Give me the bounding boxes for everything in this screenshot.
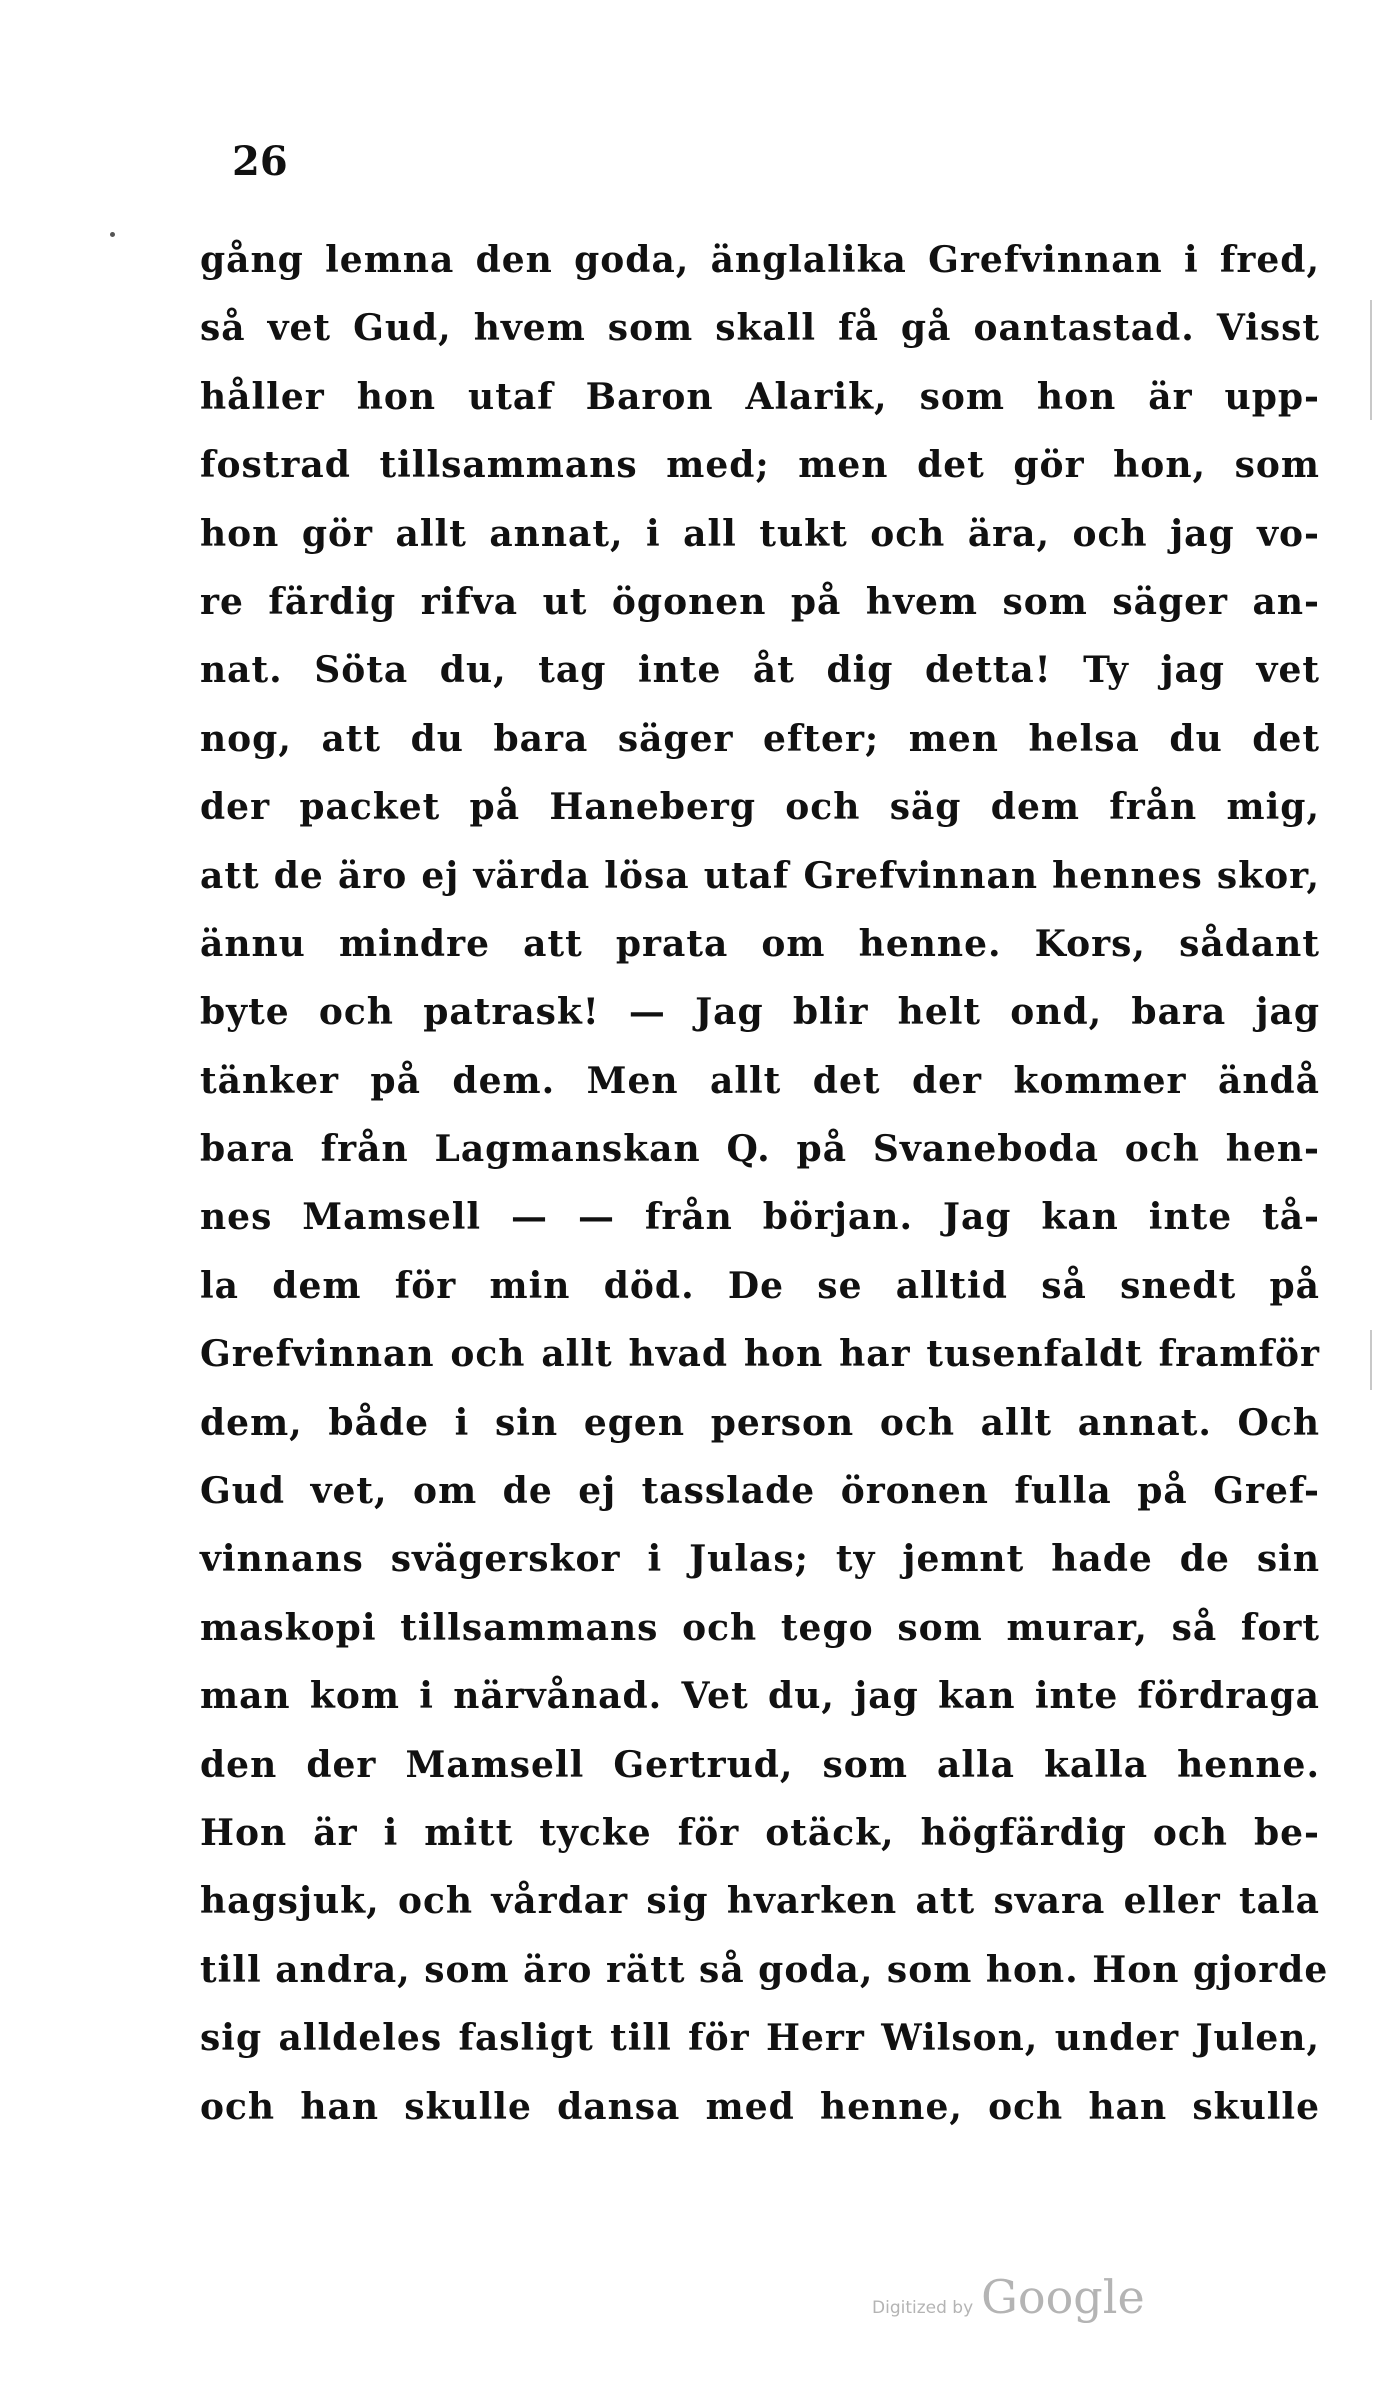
body-text xyxy=(200,226,1329,2141)
text-line: gång lemna den goda, änglalika Grefvinnan i fred, xyxy=(200,239,1320,281)
page-number: 26 xyxy=(232,138,288,185)
text-line: bara från Lagmanskan Q. på Svaneboda och hen- xyxy=(200,1128,1320,1171)
text-line: och han skulle dansa med henne, och han skulle xyxy=(200,2085,1320,2128)
scan-margin-mark xyxy=(1370,300,1372,420)
text-line: Gud vet, om de ej tasslade öronen fulla på Gref- xyxy=(200,1470,1320,1513)
text-line: hon gör allt annat, i all tukt och ära, och jag vo- xyxy=(200,512,1320,555)
google-logo: Google xyxy=(981,2270,1145,2324)
text-line: så vet Gud, hvem som skall få gå oantastad. Visst xyxy=(200,307,1320,350)
digitized-watermark xyxy=(872,2270,1145,2324)
text-line: dem, både i sin egen person och allt annat. Och xyxy=(200,1401,1320,1444)
text-line: Grefvinnan och allt hvad hon har tusenfaldt framför xyxy=(200,1333,1320,1376)
watermark-prefix: Digitized by xyxy=(872,2298,974,2318)
ink-speck xyxy=(110,232,115,237)
text-line: der packet på Haneberg och säg dem från mig, xyxy=(200,786,1320,829)
text-line: nat. Söta du, tag inte åt dig detta! Ty jag vet xyxy=(200,649,1320,692)
text-line: vinnans svägerskor i Julas; ty jemnt hade de sin xyxy=(200,1538,1320,1581)
text-line: ännu mindre att prata om henne. Kors, sådant xyxy=(200,922,1320,965)
text-line: maskopi tillsammans och tego som murar, så fort xyxy=(200,1606,1320,1649)
text-line: sig alldeles fasligt till för Herr Wilson, under Julen, xyxy=(200,2017,1320,2060)
text-line: tänker på dem. Men allt det der kommer ändå xyxy=(200,1059,1320,1102)
text-line: att de äro ej värda lösa utaf Grefvinnan hennes skor, xyxy=(200,854,1320,897)
text-line: hagsjuk, och vårdar sig hvarken att svara eller tala xyxy=(200,1880,1320,1923)
text-line: håller hon utaf Baron Alarik, som hon är upp- xyxy=(200,375,1320,418)
text-line: nes Mamsell — — från början. Jag kan inte tå- xyxy=(200,1196,1320,1239)
text-line: Hon är i mitt tycke för otäck, högfärdig och be- xyxy=(200,1811,1320,1854)
text-line: re färdig rifva ut ögonen på hvem som säger an- xyxy=(200,580,1320,623)
text-line: fostrad tillsammans med; men det gör hon, som xyxy=(200,444,1320,487)
text-line: byte och patrask! — Jag blir helt ond, bara jag xyxy=(200,991,1320,1034)
text-line: till andra, som äro rätt så goda, som hon. Hon gjorde xyxy=(200,1948,1329,1991)
text-line: la dem för min död. De se alltid så snedt på xyxy=(200,1264,1320,1307)
text-line: nog, att du bara säger efter; men helsa du det xyxy=(200,717,1320,760)
text-line: man kom i närvånad. Vet du, jag kan inte fördraga xyxy=(200,1675,1320,1718)
text-line: den der Mamsell Gertrud, som alla kalla henne. xyxy=(200,1743,1320,1786)
scan-margin-mark xyxy=(1370,1330,1372,1390)
